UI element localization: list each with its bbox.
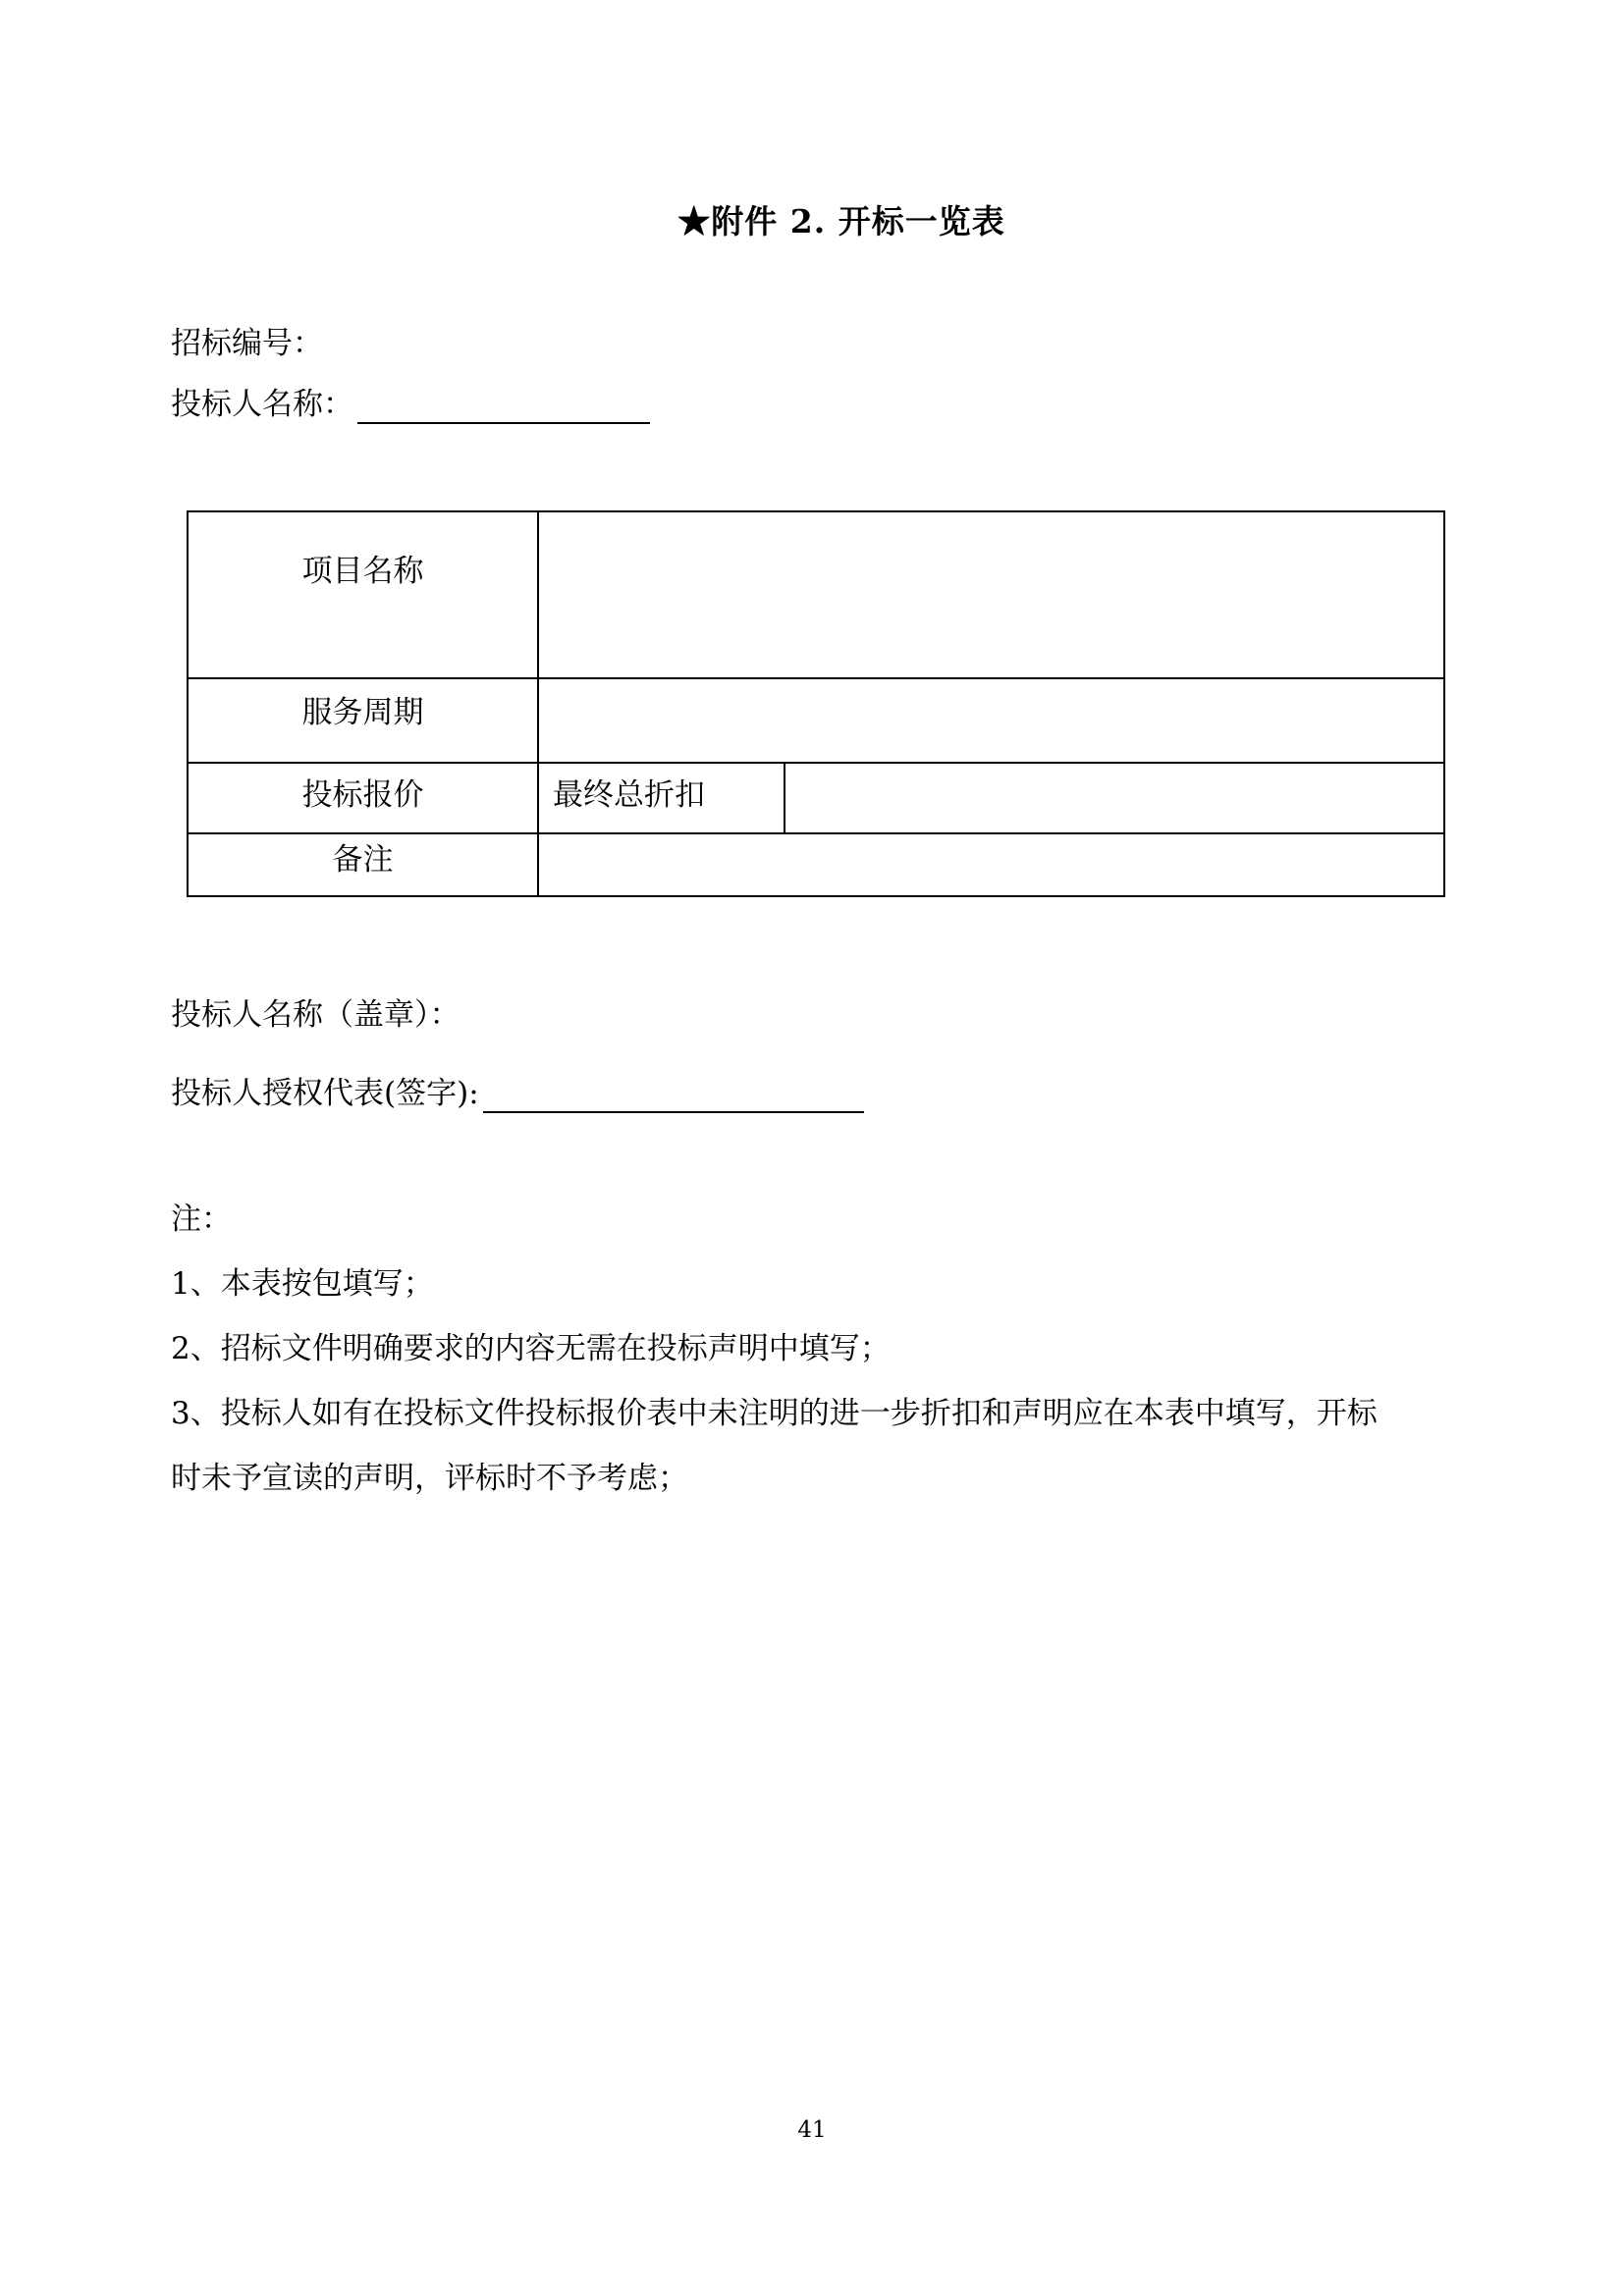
service-period-value-cell[interactable] bbox=[538, 678, 1444, 763]
note-item-3-line-2: 时未予宣读的声明，评标时不予考虑； bbox=[171, 1461, 688, 1496]
service-period-label: 服务周期 bbox=[188, 678, 538, 763]
table-row-remarks bbox=[188, 833, 1444, 896]
table-row-service-period bbox=[188, 678, 1444, 763]
bid-number-field bbox=[171, 324, 323, 363]
final-discount-value-cell[interactable] bbox=[785, 763, 1444, 833]
note-item-2: 2、招标文件明确要求的内容无需在投标声明中填写； bbox=[171, 1331, 891, 1366]
bidder-name-label: 投标人名称： bbox=[171, 387, 353, 422]
table-row-project-name bbox=[188, 511, 1444, 678]
bidder-seal-label: 投标人名称（盖章）： bbox=[171, 997, 460, 1033]
authorized-rep-signature-blank[interactable] bbox=[483, 1078, 864, 1113]
page-title: ★附件 2. 开标一览表 bbox=[677, 202, 1005, 240]
authorized-rep-label: 投标人授权代表(签字): bbox=[171, 1076, 479, 1111]
remarks-label: 备注 bbox=[188, 833, 538, 896]
note-item-1: 1、本表按包填写； bbox=[171, 1266, 434, 1302]
page-number: 41 bbox=[797, 2117, 827, 2143]
authorized-rep-field bbox=[171, 1074, 864, 1113]
bid-number-label: 招标编号： bbox=[171, 326, 323, 361]
bid-summary-table bbox=[187, 510, 1445, 897]
project-name-value-cell[interactable] bbox=[538, 511, 1444, 678]
final-discount-label: 最终总折扣 bbox=[538, 763, 785, 833]
bid-price-label: 投标报价 bbox=[188, 763, 538, 833]
note-item-3-line-1: 3、投标人如有在投标文件投标报价表中未注明的进一步折扣和声明应在本表中填写，开标 bbox=[171, 1396, 1378, 1431]
bidder-name-blank[interactable] bbox=[357, 389, 650, 424]
notes-heading: 注： bbox=[171, 1201, 232, 1237]
bidder-name-field bbox=[171, 385, 650, 424]
bidder-seal-field bbox=[171, 995, 460, 1035]
table-row-bid-price bbox=[188, 763, 1444, 833]
remarks-value-cell[interactable] bbox=[538, 833, 1444, 896]
project-name-label: 项目名称 bbox=[188, 511, 538, 678]
